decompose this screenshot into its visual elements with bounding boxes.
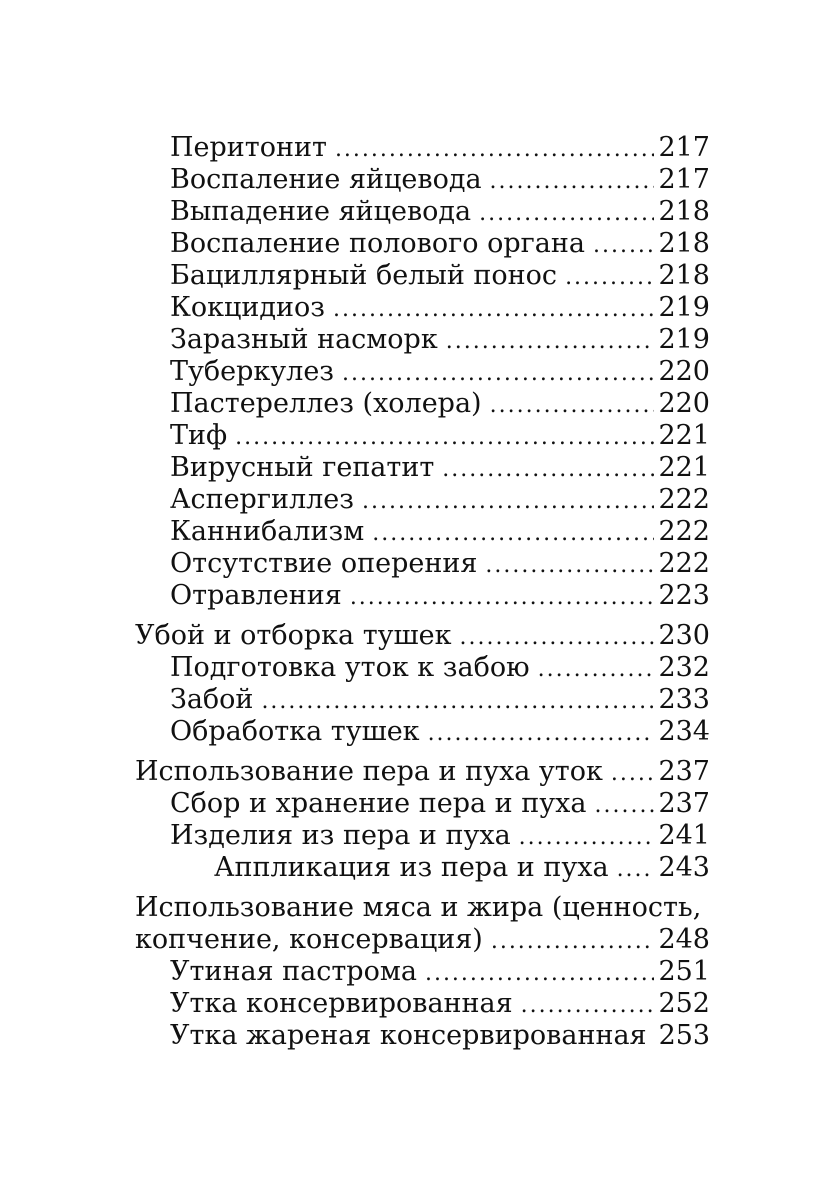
toc-section	[135, 620, 710, 652]
toc-section-page: 237	[658, 756, 710, 787]
toc-dot-leader	[519, 822, 655, 854]
toc-entry-title: Отравления	[170, 580, 342, 611]
toc-dot-leader	[491, 926, 655, 958]
toc-section-title: Использование пера и пуха уток	[135, 756, 603, 787]
toc-entry-title: Утиная пастрома	[170, 956, 417, 987]
toc-dot-leader	[428, 718, 655, 750]
toc-entry-title: Перитонит	[170, 132, 327, 163]
toc-section	[135, 924, 710, 956]
toc-entry-page: 222	[658, 516, 710, 547]
toc-entry-page: 221	[658, 420, 710, 451]
toc-entry	[170, 716, 710, 748]
toc-entry-title: Отсутствие оперения	[170, 548, 478, 579]
toc-dot-leader	[594, 790, 654, 822]
toc-entry-page: 218	[658, 228, 710, 259]
toc-entry	[170, 788, 710, 820]
toc-entry	[170, 548, 710, 580]
toc-entry-title: Тиф	[170, 420, 228, 451]
toc-entry-title: Вирусный гепатит	[170, 452, 435, 483]
toc-entry-page: 217	[658, 132, 710, 163]
toc-entry	[170, 484, 710, 516]
toc-entry-title: Воспаление полового органа	[170, 228, 585, 259]
toc-section	[135, 756, 710, 788]
toc-entry	[170, 988, 710, 1020]
toc-subentry	[214, 852, 710, 884]
toc-entry-title: Обработка тушек	[170, 716, 420, 747]
toc-entry	[170, 652, 710, 684]
toc-entry-page: 218	[658, 260, 710, 291]
toc-section-title: Убой и отборка тушек	[135, 620, 452, 651]
toc-dot-leader	[362, 486, 654, 518]
toc-entry-page: 252	[658, 988, 710, 1019]
toc-entry-title: Подготовка уток к забою	[170, 652, 530, 683]
toc-dot-leader	[521, 990, 655, 1022]
toc-dot-leader	[261, 686, 654, 718]
toc-entry-page: 222	[658, 484, 710, 515]
toc-dot-leader	[617, 854, 655, 886]
toc-dot-leader	[350, 582, 655, 614]
toc-dot-leader	[425, 958, 655, 990]
toc-dot-leader	[611, 758, 655, 790]
toc-entry-page: 220	[658, 388, 710, 419]
toc-dot-leader	[335, 134, 655, 166]
toc-dot-leader	[342, 358, 654, 390]
toc-entry-title: Сбор и хранение пера и пуха	[170, 788, 587, 819]
toc-entry-page: 220	[658, 356, 710, 387]
toc-entry-page: 222	[658, 548, 710, 579]
toc-entry-title: Изделия из пера и пуха	[170, 820, 511, 851]
toc-entry-title: Бациллярный белый понос	[170, 260, 558, 291]
toc-entry-title: Выпадение яйцевода	[170, 196, 472, 227]
toc-dot-leader	[235, 422, 654, 454]
toc-entry-title: Утка жареная консервированная	[170, 1020, 647, 1051]
toc-entry	[170, 164, 710, 196]
toc-entry-page: 217	[658, 164, 710, 195]
toc-entry	[170, 452, 710, 484]
toc-entry	[170, 420, 710, 452]
toc-entry-page: 232	[658, 652, 710, 683]
toc-entry-page: 234	[658, 716, 710, 747]
toc-entry-page: 221	[658, 452, 710, 483]
toc-dot-leader	[372, 518, 654, 550]
toc-dot-leader	[490, 390, 655, 422]
toc-section-page: 230	[658, 620, 710, 651]
toc-entry-page: 219	[658, 324, 710, 355]
toc-entry-page: 241	[658, 820, 710, 851]
toc-entry-title: Забой	[170, 684, 254, 715]
toc-entry-page: 218	[658, 196, 710, 227]
toc-entry-title: Заразный насморк	[170, 324, 438, 355]
toc-dot-leader	[442, 454, 654, 486]
toc-dot-leader	[490, 166, 655, 198]
toc-entry-title: Пастереллез (холера)	[170, 388, 482, 419]
toc-entry	[170, 292, 710, 324]
toc-section-page: 248	[658, 924, 710, 955]
toc-dot-leader	[446, 326, 655, 358]
toc-entry	[170, 132, 710, 164]
toc-section-title: копчение, консервация)	[135, 924, 483, 955]
toc-entry-page: 251	[658, 956, 710, 987]
toc-entry	[170, 196, 710, 228]
toc-entry	[170, 956, 710, 988]
toc-entry-title: Кокцидиоз	[170, 292, 325, 323]
toc-entry-title: Утка консервированная	[170, 988, 513, 1019]
toc-subentry-page: 243	[658, 852, 710, 883]
toc-dot-leader	[479, 198, 654, 230]
toc-dot-leader	[333, 294, 654, 326]
toc-entry	[170, 820, 710, 852]
toc-entry-title: Аспергиллез	[170, 484, 354, 515]
toc-dot-leader	[565, 262, 654, 294]
toc-entry	[170, 580, 710, 612]
toc-entry	[170, 324, 710, 356]
toc-dot-leader	[485, 550, 654, 582]
toc-subentry-title: Аппликация из пера и пуха	[214, 852, 609, 883]
toc-entry	[170, 260, 710, 292]
toc-dot-leader	[593, 230, 654, 262]
toc-entry	[170, 228, 710, 260]
toc-entry	[170, 684, 710, 716]
toc-dot-leader	[538, 654, 655, 686]
toc-entry	[170, 1020, 710, 1052]
toc-entry-page: 223	[658, 580, 710, 611]
toc-entry-title: Воспаление яйцевода	[170, 164, 482, 195]
toc-entry	[170, 516, 710, 548]
toc-entry-title: Туберкулез	[170, 356, 335, 387]
toc-section-title-line1: Использование мяса и жира (ценность,	[135, 892, 702, 923]
toc-entry	[170, 356, 710, 388]
toc-entry-page: 237	[658, 788, 710, 819]
toc-entry-title: Каннибализм	[170, 516, 365, 547]
toc-dot-leader	[460, 622, 655, 654]
toc-entry-page: 253	[658, 1020, 711, 1051]
toc-entry	[170, 388, 710, 420]
toc-entry-page: 233	[658, 684, 710, 715]
toc-entry-page: 219	[658, 292, 710, 323]
